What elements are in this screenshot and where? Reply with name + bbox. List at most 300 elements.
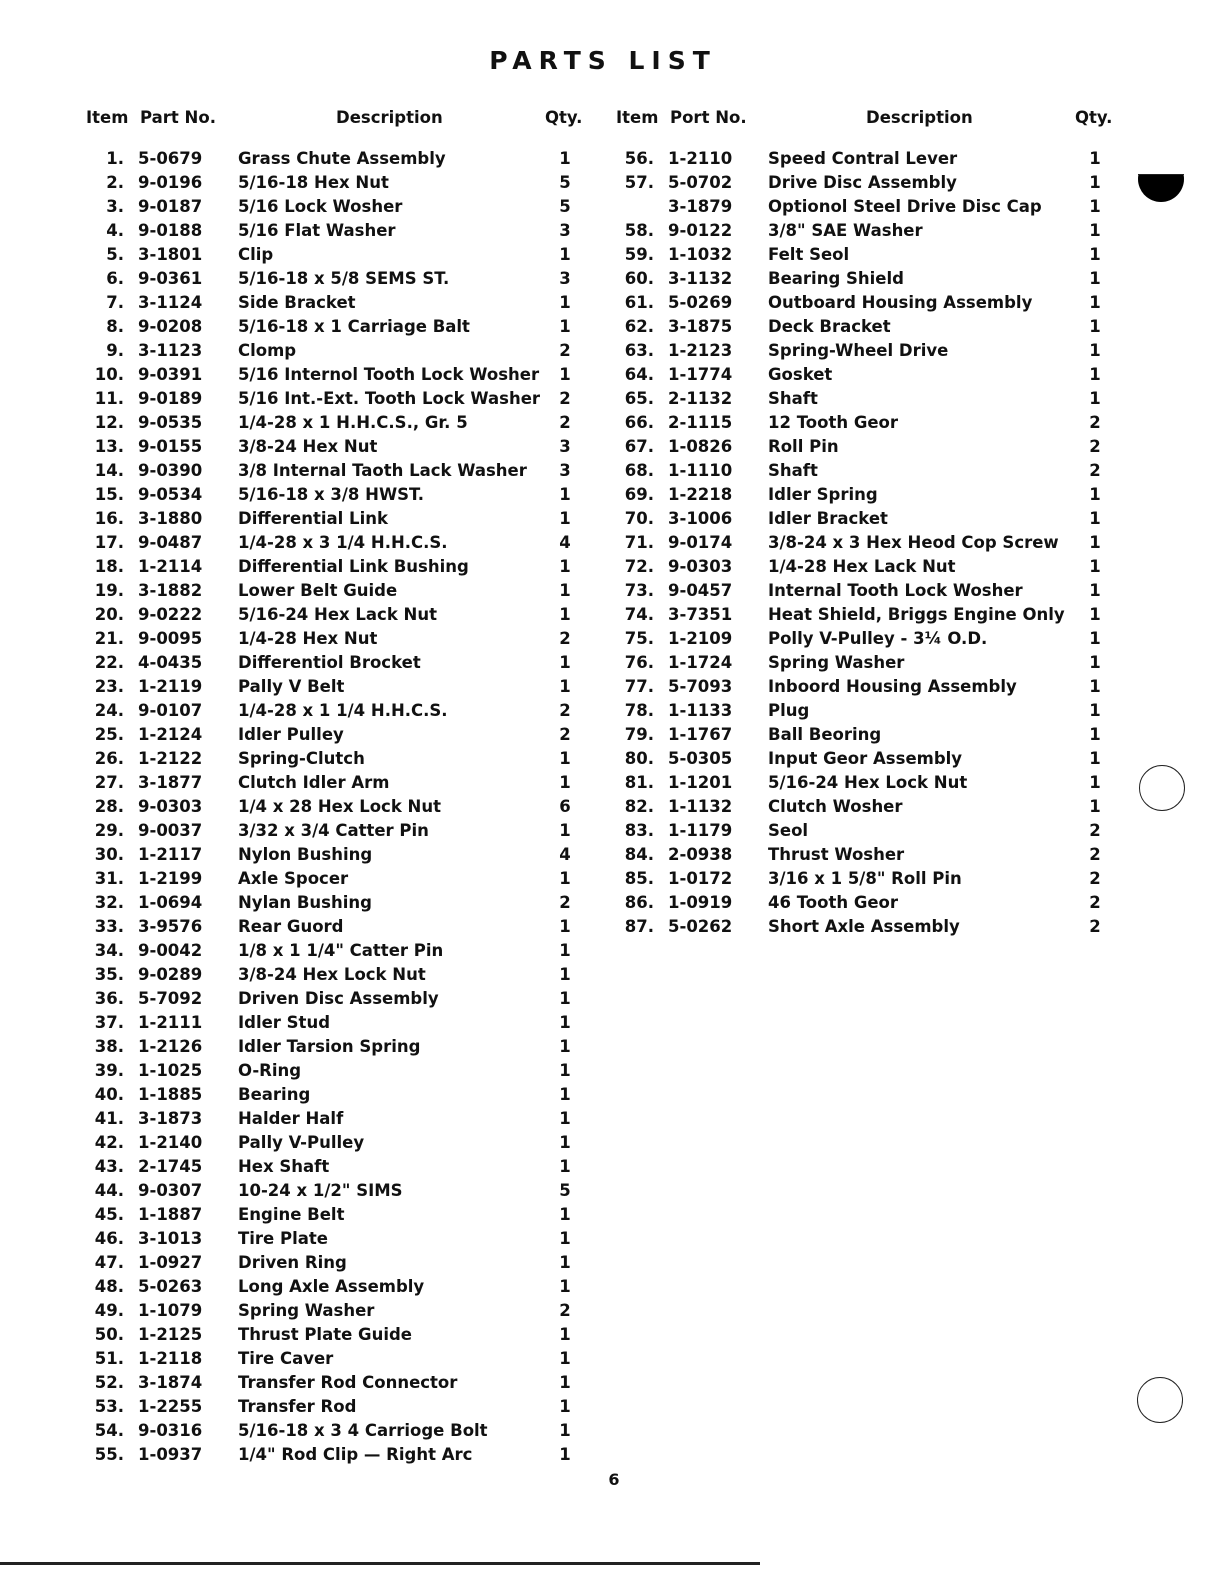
item-number: 15. bbox=[94, 485, 124, 504]
part-description: 3/8-24 x 3 Hex Heod Cop Screw bbox=[768, 533, 1059, 552]
item-number: 31. bbox=[94, 869, 124, 888]
item-number: 42. bbox=[94, 1133, 124, 1152]
item-number: 29. bbox=[94, 821, 124, 840]
table-row bbox=[80, 652, 600, 676]
part-number: 9-0535 bbox=[138, 413, 203, 432]
table-row bbox=[80, 1060, 600, 1084]
part-number: 2-1745 bbox=[138, 1157, 203, 1176]
part-description: 1/4-28 x 1 1/4 H.H.C.S. bbox=[238, 701, 448, 720]
item-number: 38. bbox=[94, 1037, 124, 1056]
part-number: 3-1875 bbox=[668, 317, 733, 336]
quantity: 1 bbox=[559, 677, 571, 696]
quantity: 1 bbox=[1089, 533, 1101, 552]
table-row bbox=[80, 1444, 600, 1468]
part-number: 9-0361 bbox=[138, 269, 203, 288]
quantity: 1 bbox=[559, 1109, 571, 1128]
part-number: 3-7351 bbox=[668, 605, 733, 624]
item-number: 12. bbox=[94, 413, 124, 432]
item-number: 14. bbox=[94, 461, 124, 480]
table-header bbox=[80, 108, 600, 134]
table-row bbox=[80, 388, 600, 412]
table-row bbox=[610, 916, 1130, 940]
item-number: 69. bbox=[624, 485, 654, 504]
item-number: 70. bbox=[624, 509, 654, 528]
part-number: 1-1032 bbox=[668, 245, 733, 264]
table-row bbox=[610, 316, 1130, 340]
quantity: 2 bbox=[559, 893, 571, 912]
part-description: 3/8-24 Hex Nut bbox=[238, 437, 378, 456]
part-description: 3/8-24 Hex Lock Nut bbox=[238, 965, 426, 984]
quantity: 1 bbox=[559, 1373, 571, 1392]
item-number: 28. bbox=[94, 797, 124, 816]
part-number: 1-1179 bbox=[668, 821, 733, 840]
part-description: 5/16-18 x 3/8 HWST. bbox=[238, 485, 425, 504]
quantity: 1 bbox=[559, 773, 571, 792]
part-number: 1-2124 bbox=[138, 725, 203, 744]
part-number: 9-0037 bbox=[138, 821, 203, 840]
item-number: 79. bbox=[624, 725, 654, 744]
punch-hole-filled bbox=[1138, 156, 1186, 202]
part-number: 1-2123 bbox=[668, 341, 733, 360]
item-number: 71. bbox=[624, 533, 654, 552]
header-qty: Qty. bbox=[545, 108, 583, 127]
part-number: 1-1110 bbox=[668, 461, 733, 480]
quantity: 1 bbox=[559, 1157, 571, 1176]
part-description: Input Geor Assembly bbox=[768, 749, 963, 768]
quantity: 5 bbox=[559, 197, 571, 216]
part-description: 1/8 x 1 1/4" Catter Pin bbox=[238, 941, 444, 960]
item-number: 11. bbox=[94, 389, 124, 408]
part-number: 1-1201 bbox=[668, 773, 733, 792]
item-number: 1. bbox=[106, 149, 124, 168]
table-row bbox=[80, 1300, 600, 1324]
part-description: 5/16-24 Hex Lock Nut bbox=[768, 773, 968, 792]
part-description: Long Axle Assembly bbox=[238, 1277, 425, 1296]
item-number: 53. bbox=[94, 1397, 124, 1416]
part-number: 9-0122 bbox=[668, 221, 733, 240]
quantity: 5 bbox=[559, 173, 571, 192]
quantity: 1 bbox=[559, 1253, 571, 1272]
table-row bbox=[610, 508, 1130, 532]
part-number: 5-0263 bbox=[138, 1277, 203, 1296]
quantity: 1 bbox=[559, 965, 571, 984]
part-description: Inboord Housing Assembly bbox=[768, 677, 1017, 696]
table-row bbox=[80, 532, 600, 556]
table-row bbox=[80, 244, 600, 268]
item-number: 78. bbox=[624, 701, 654, 720]
part-description: 5/16 Flat Washer bbox=[238, 221, 396, 240]
part-description: 1/4-28 x 1 H.H.C.S., Gr. 5 bbox=[238, 413, 468, 432]
part-number: 2-1132 bbox=[668, 389, 733, 408]
quantity: 2 bbox=[559, 389, 571, 408]
table-row bbox=[610, 700, 1130, 724]
part-number: 9-0155 bbox=[138, 437, 203, 456]
quantity: 6 bbox=[559, 797, 571, 816]
quantity: 1 bbox=[1089, 173, 1101, 192]
quantity: 1 bbox=[1089, 197, 1101, 216]
part-description: 5/16-18 x 1 Carriage Balt bbox=[238, 317, 470, 336]
quantity: 1 bbox=[1089, 701, 1101, 720]
table-row bbox=[80, 1132, 600, 1156]
quantity: 1 bbox=[1089, 365, 1101, 384]
quantity: 1 bbox=[559, 1445, 571, 1464]
part-number: 1-1774 bbox=[668, 365, 733, 384]
quantity: 1 bbox=[559, 1133, 571, 1152]
table-row bbox=[610, 436, 1130, 460]
item-number: 22. bbox=[94, 653, 124, 672]
item-number: 87. bbox=[624, 917, 654, 936]
quantity: 2 bbox=[559, 725, 571, 744]
part-description: Seol bbox=[768, 821, 809, 840]
table-row bbox=[80, 1372, 600, 1396]
quantity: 2 bbox=[1089, 413, 1101, 432]
table-row bbox=[80, 916, 600, 940]
item-number: 26. bbox=[94, 749, 124, 768]
item-number: 7. bbox=[106, 293, 124, 312]
table-row bbox=[80, 772, 600, 796]
part-number: 5-0262 bbox=[668, 917, 733, 936]
part-number: 5-7093 bbox=[668, 677, 733, 696]
quantity: 1 bbox=[559, 581, 571, 600]
part-number: 9-0307 bbox=[138, 1181, 203, 1200]
quantity: 5 bbox=[559, 1181, 571, 1200]
quantity: 2 bbox=[559, 701, 571, 720]
item-number: 86. bbox=[624, 893, 654, 912]
item-number: 18. bbox=[94, 557, 124, 576]
quantity: 1 bbox=[559, 1397, 571, 1416]
part-description: 3/8 Internal Taoth Lack Washer bbox=[238, 461, 527, 480]
table-row bbox=[610, 820, 1130, 844]
item-number: 55. bbox=[94, 1445, 124, 1464]
table-row bbox=[80, 172, 600, 196]
table-row bbox=[80, 1252, 600, 1276]
part-number: 9-0391 bbox=[138, 365, 203, 384]
item-number: 41. bbox=[94, 1109, 124, 1128]
item-number: 57. bbox=[624, 173, 654, 192]
item-number: 80. bbox=[624, 749, 654, 768]
part-number: 1-0172 bbox=[668, 869, 733, 888]
item-number: 5. bbox=[106, 245, 124, 264]
part-description: Idler Spring bbox=[768, 485, 878, 504]
part-description: Differential Link bbox=[238, 509, 388, 528]
table-row bbox=[80, 1180, 600, 1204]
part-number: 2-1115 bbox=[668, 413, 733, 432]
table-row bbox=[610, 604, 1130, 628]
part-number: 5-7092 bbox=[138, 989, 203, 1008]
quantity: 1 bbox=[1089, 653, 1101, 672]
part-number: 1-2125 bbox=[138, 1325, 203, 1344]
part-number: 9-0289 bbox=[138, 965, 203, 984]
table-row bbox=[610, 652, 1130, 676]
quantity: 3 bbox=[559, 221, 571, 240]
part-description: Ball Beoring bbox=[768, 725, 882, 744]
item-number: 32. bbox=[94, 893, 124, 912]
quantity: 1 bbox=[1089, 389, 1101, 408]
part-number: 9-0457 bbox=[668, 581, 733, 600]
part-description: Axle Spocer bbox=[238, 869, 349, 888]
part-number: 1-1025 bbox=[138, 1061, 203, 1080]
quantity: 1 bbox=[559, 1325, 571, 1344]
item-number: 48. bbox=[94, 1277, 124, 1296]
table-row bbox=[80, 964, 600, 988]
item-number: 34. bbox=[94, 941, 124, 960]
parts-table-right bbox=[610, 108, 1130, 940]
part-description: Transfer Rod bbox=[238, 1397, 357, 1416]
part-description: Hex Shaft bbox=[238, 1157, 330, 1176]
item-number: 30. bbox=[94, 845, 124, 864]
part-description: Bearing bbox=[238, 1085, 311, 1104]
page-title: PARTS LIST bbox=[489, 46, 717, 75]
part-number: 3-1013 bbox=[138, 1229, 203, 1248]
table-row bbox=[80, 316, 600, 340]
part-description: Nylon Bushing bbox=[238, 845, 373, 864]
table-row bbox=[610, 556, 1130, 580]
quantity: 1 bbox=[1089, 269, 1101, 288]
table-row bbox=[80, 892, 600, 916]
part-number: 3-1124 bbox=[138, 293, 203, 312]
part-description: Engine Belt bbox=[238, 1205, 345, 1224]
quantity: 1 bbox=[559, 485, 571, 504]
table-row bbox=[80, 796, 600, 820]
table-row bbox=[610, 244, 1130, 268]
part-number: 9-0303 bbox=[668, 557, 733, 576]
part-number: 9-0095 bbox=[138, 629, 203, 648]
table-row bbox=[80, 412, 600, 436]
part-number: 3-1801 bbox=[138, 245, 203, 264]
table-row bbox=[80, 940, 600, 964]
quantity: 1 bbox=[1089, 245, 1101, 264]
item-number: 24. bbox=[94, 701, 124, 720]
quantity: 1 bbox=[559, 1229, 571, 1248]
item-number: 46. bbox=[94, 1229, 124, 1248]
quantity: 1 bbox=[1089, 341, 1101, 360]
header-part-no: Port No. bbox=[670, 108, 747, 127]
part-number: 9-0390 bbox=[138, 461, 203, 480]
part-number: 1-2255 bbox=[138, 1397, 203, 1416]
item-number: 45. bbox=[94, 1205, 124, 1224]
table-row bbox=[610, 460, 1130, 484]
quantity: 1 bbox=[559, 1349, 571, 1368]
table-row bbox=[80, 748, 600, 772]
quantity: 2 bbox=[559, 341, 571, 360]
part-number: 9-0196 bbox=[138, 173, 203, 192]
part-description: Deck Bracket bbox=[768, 317, 891, 336]
table-row bbox=[80, 484, 600, 508]
quantity: 1 bbox=[559, 821, 571, 840]
item-number: 2. bbox=[106, 173, 124, 192]
part-description: Transfer Rod Connector bbox=[238, 1373, 458, 1392]
part-description: Tire Caver bbox=[238, 1349, 334, 1368]
table-row bbox=[610, 172, 1130, 196]
quantity: 2 bbox=[1089, 821, 1101, 840]
quantity: 1 bbox=[1089, 581, 1101, 600]
item-number: 35. bbox=[94, 965, 124, 984]
part-number: 1-2140 bbox=[138, 1133, 203, 1152]
item-number: 40. bbox=[94, 1085, 124, 1104]
item-number: 8. bbox=[106, 317, 124, 336]
table-row bbox=[80, 1012, 600, 1036]
table-row bbox=[80, 556, 600, 580]
part-number: 4-0435 bbox=[138, 653, 203, 672]
table-row bbox=[610, 196, 1130, 220]
header-qty: Qty. bbox=[1075, 108, 1113, 127]
part-number: 1-1724 bbox=[668, 653, 733, 672]
table-row bbox=[80, 628, 600, 652]
part-description: Driven Disc Assembly bbox=[238, 989, 439, 1008]
item-number: 25. bbox=[94, 725, 124, 744]
punch-hole bbox=[1137, 1377, 1183, 1423]
item-number: 3. bbox=[106, 197, 124, 216]
item-number: 20. bbox=[94, 605, 124, 624]
part-description: 12 Tooth Geor bbox=[768, 413, 899, 432]
part-description: Short Axle Assembly bbox=[768, 917, 960, 936]
table-row bbox=[80, 1348, 600, 1372]
item-number: 21. bbox=[94, 629, 124, 648]
item-number: 61. bbox=[624, 293, 654, 312]
part-number: 3-1879 bbox=[668, 197, 733, 216]
table-row bbox=[610, 148, 1130, 172]
quantity: 1 bbox=[559, 989, 571, 1008]
part-number: 1-2118 bbox=[138, 1349, 203, 1368]
item-number: 9. bbox=[106, 341, 124, 360]
item-number: 83. bbox=[624, 821, 654, 840]
quantity: 2 bbox=[559, 629, 571, 648]
quantity: 1 bbox=[1089, 509, 1101, 528]
item-number: 10. bbox=[94, 365, 124, 384]
part-number: 1-1079 bbox=[138, 1301, 203, 1320]
item-number: 84. bbox=[624, 845, 654, 864]
quantity: 1 bbox=[559, 653, 571, 672]
part-description: 46 Tooth Geor bbox=[768, 893, 899, 912]
quantity: 1 bbox=[559, 557, 571, 576]
quantity: 1 bbox=[1089, 293, 1101, 312]
part-number: 9-0316 bbox=[138, 1421, 203, 1440]
part-description: Clutch Wosher bbox=[768, 797, 903, 816]
item-number: 44. bbox=[94, 1181, 124, 1200]
part-number: 3-1880 bbox=[138, 509, 203, 528]
item-number: 56. bbox=[624, 149, 654, 168]
table-row bbox=[610, 748, 1130, 772]
table-row bbox=[80, 1420, 600, 1444]
quantity: 1 bbox=[1089, 629, 1101, 648]
table-row bbox=[610, 796, 1130, 820]
quantity: 1 bbox=[1089, 749, 1101, 768]
item-number: 43. bbox=[94, 1157, 124, 1176]
quantity: 1 bbox=[1089, 773, 1101, 792]
quantity: 1 bbox=[559, 749, 571, 768]
item-number: 58. bbox=[624, 221, 654, 240]
table-row bbox=[80, 340, 600, 364]
part-description: 3/32 x 3/4 Catter Pin bbox=[238, 821, 429, 840]
part-description: Internal Tooth Lock Wosher bbox=[768, 581, 1023, 600]
item-number: 27. bbox=[94, 773, 124, 792]
table-row bbox=[80, 148, 600, 172]
part-number: 1-1133 bbox=[668, 701, 733, 720]
part-description: Nylan Bushing bbox=[238, 893, 372, 912]
item-number: 76. bbox=[624, 653, 654, 672]
item-number: 17. bbox=[94, 533, 124, 552]
quantity: 3 bbox=[559, 269, 571, 288]
quantity: 2 bbox=[1089, 437, 1101, 456]
part-description: 5/16 Int.-Ext. Tooth Lock Washer bbox=[238, 389, 541, 408]
table-header bbox=[610, 108, 1130, 134]
header-description: Description bbox=[866, 108, 973, 127]
part-description: Spring-Wheel Drive bbox=[768, 341, 949, 360]
quantity: 1 bbox=[559, 1085, 571, 1104]
part-description: Pally V-Pulley bbox=[238, 1133, 365, 1152]
part-description: Halder Half bbox=[238, 1109, 344, 1128]
parts-rows-left bbox=[80, 148, 600, 1468]
part-description: 1/4-28 x 3 1/4 H.H.C.S. bbox=[238, 533, 448, 552]
part-description: Spring Washer bbox=[768, 653, 905, 672]
table-row bbox=[610, 484, 1130, 508]
part-description: Clutch Idler Arm bbox=[238, 773, 390, 792]
table-row bbox=[80, 844, 600, 868]
table-row bbox=[80, 700, 600, 724]
header-item: Item bbox=[616, 108, 659, 127]
part-description: Side Bracket bbox=[238, 293, 356, 312]
part-number: 5-0305 bbox=[668, 749, 733, 768]
quantity: 1 bbox=[559, 1061, 571, 1080]
quantity: 1 bbox=[559, 1013, 571, 1032]
table-row bbox=[610, 724, 1130, 748]
item-number: 39. bbox=[94, 1061, 124, 1080]
item-number: 49. bbox=[94, 1301, 124, 1320]
part-number: 5-0679 bbox=[138, 149, 203, 168]
item-number: 37. bbox=[94, 1013, 124, 1032]
quantity: 2 bbox=[559, 413, 571, 432]
part-description: 1/4 x 28 Hex Lock Nut bbox=[238, 797, 442, 816]
part-number: 3-9576 bbox=[138, 917, 203, 936]
part-description: Bearing Shield bbox=[768, 269, 904, 288]
table-row bbox=[610, 844, 1130, 868]
item-number: 85. bbox=[624, 869, 654, 888]
part-description: Clip bbox=[238, 245, 274, 264]
table-row bbox=[80, 268, 600, 292]
part-description: Pally V Belt bbox=[238, 677, 345, 696]
part-description: Outboard Housing Assembly bbox=[768, 293, 1033, 312]
part-number: 9-0487 bbox=[138, 533, 203, 552]
quantity: 2 bbox=[559, 1301, 571, 1320]
item-number: 50. bbox=[94, 1325, 124, 1344]
item-number: 68. bbox=[624, 461, 654, 480]
item-number: 66. bbox=[624, 413, 654, 432]
quantity: 1 bbox=[559, 149, 571, 168]
quantity: 1 bbox=[559, 1277, 571, 1296]
part-number: 3-1006 bbox=[668, 509, 733, 528]
part-number: 3-1874 bbox=[138, 1373, 203, 1392]
quantity: 1 bbox=[1089, 797, 1101, 816]
item-number: 54. bbox=[94, 1421, 124, 1440]
header-description: Description bbox=[336, 108, 443, 127]
table-row bbox=[610, 532, 1130, 556]
item-number: 65. bbox=[624, 389, 654, 408]
part-description: Roll Pin bbox=[768, 437, 839, 456]
quantity: 3 bbox=[559, 461, 571, 480]
part-description: Spring-Clutch bbox=[238, 749, 365, 768]
item-number: 23. bbox=[94, 677, 124, 696]
part-number: 1-1887 bbox=[138, 1205, 203, 1224]
part-number: 9-0174 bbox=[668, 533, 733, 552]
table-row bbox=[80, 724, 600, 748]
item-number: 60. bbox=[624, 269, 654, 288]
quantity: 1 bbox=[559, 509, 571, 528]
table-row bbox=[80, 988, 600, 1012]
part-description: Grass Chute Assembly bbox=[238, 149, 446, 168]
part-description: 3/16 x 1 5/8" Roll Pin bbox=[768, 869, 962, 888]
part-number: 1-2117 bbox=[138, 845, 203, 864]
part-number: 1-0694 bbox=[138, 893, 203, 912]
